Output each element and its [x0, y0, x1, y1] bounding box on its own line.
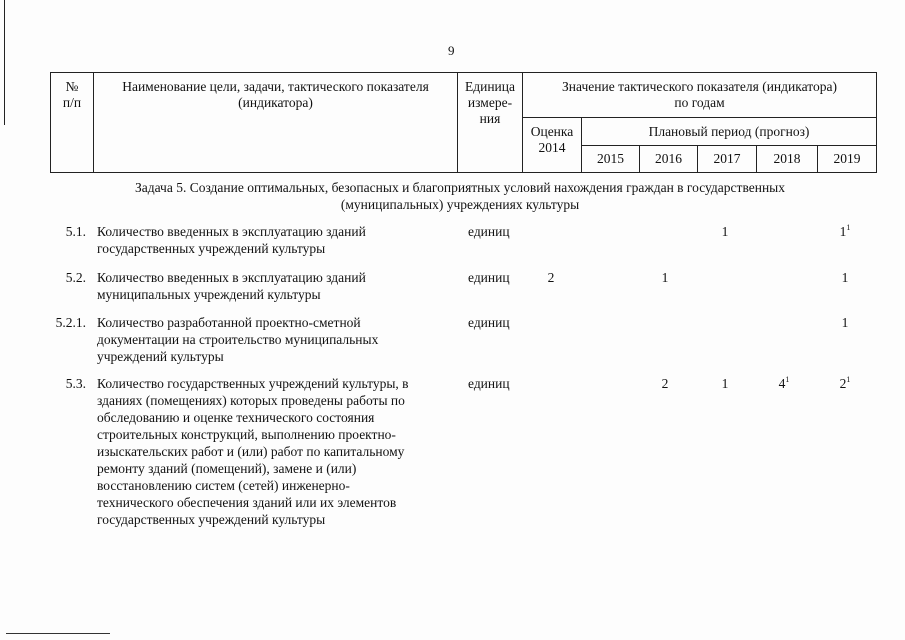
value-2017: 1 — [721, 376, 729, 391]
header-number-line2: п/п — [62, 95, 82, 110]
value-number: 1 — [839, 224, 847, 239]
header-number-cell — [51, 73, 94, 173]
row-unit: единиц — [468, 224, 510, 239]
row-name-line: Количество государственных учреждений культуры, в — [97, 376, 409, 391]
row-name-line: Количество введенных в эксплуатацию зданий — [97, 270, 366, 285]
header-estimate-line2: 2014 — [538, 140, 566, 155]
row-number: 5.2. — [65, 270, 86, 285]
task-title-line1: Задача 5. Создание оптимальных, безопасных и благоприятных условий нахождения граждан в государственных — [134, 180, 785, 195]
table-header — [50, 72, 877, 173]
header-plan-period: Плановый период (прогноз) — [582, 118, 877, 146]
row-unit: единиц — [468, 315, 510, 330]
header-estimate-line1: Оценка — [530, 124, 574, 139]
value-2016: 1 — [661, 270, 669, 285]
value-2019: 1 — [841, 315, 849, 330]
row-name-line: технического обеспечения зданий или их элементов — [97, 495, 397, 510]
footnote-mark: 1 — [846, 223, 851, 232]
row-number: 5.1. — [65, 224, 86, 239]
row-name-line: восстановлению систем (сетей) инженерно- — [97, 478, 350, 493]
footnote-mark: 1 — [846, 375, 851, 384]
header-value-cell — [523, 73, 877, 118]
row-name-line: государственных учреждений культуры — [97, 241, 326, 256]
row-name-line: изыскательских работ и (или) работ по капитальному — [97, 444, 405, 459]
value-number: 4 — [778, 376, 786, 391]
footnote-separator-line — [6, 633, 110, 634]
value-2017: 1 — [721, 224, 729, 239]
header-estimate-cell — [523, 118, 582, 173]
header-value-line1: Значение тактического показателя (индикатора) — [562, 79, 837, 94]
row-unit: единиц — [468, 270, 510, 285]
value-2019: 1 — [841, 270, 849, 285]
page-number: 9 — [448, 43, 455, 58]
header-number-line1: № — [65, 79, 79, 94]
header-name-line1: Наименование цели, задачи, тактического показателя — [122, 79, 429, 94]
task-title — [90, 179, 830, 213]
header-unit-line3: ния — [479, 111, 501, 126]
header-year-2017: 2017 — [698, 146, 757, 173]
row-name-line: Количество введенных в эксплуатацию зданий — [97, 224, 366, 239]
row-name-line: ремонту зданий (помещений), замене и (или) — [97, 461, 357, 476]
value-2019 — [816, 375, 874, 392]
row-number: 5.2.1. — [55, 315, 86, 330]
value-2016: 2 — [661, 376, 669, 391]
row-name-line: строительных конструкций, выполнению проектно- — [97, 427, 396, 442]
header-name-line2: (индикатора) — [238, 95, 313, 110]
header-name-cell — [94, 73, 458, 173]
row-number: 5.3. — [65, 376, 86, 391]
header-year-2018: 2018 — [757, 146, 818, 173]
header-year-2016: 2016 — [640, 146, 698, 173]
value-2018 — [755, 375, 813, 392]
header-year-2019: 2019 — [818, 146, 877, 173]
header-year-2015: 2015 — [582, 146, 640, 173]
row-indicator-name — [97, 375, 459, 528]
task-title-line2: (муниципальных) учреждениях культуры — [340, 197, 580, 212]
row-name-line: Количество разработанной проектно-сметной — [97, 315, 361, 330]
row-name-line: обследованию и оценке технического состояния — [97, 410, 375, 425]
value-2014: 2 — [547, 270, 555, 285]
value-number: 2 — [839, 376, 847, 391]
page-edge-line — [4, 0, 5, 125]
row-unit: единиц — [468, 376, 510, 391]
row-name-line: зданиях (помещениях) которых проведены работы по — [97, 393, 405, 408]
header-unit-line1: Единица — [464, 79, 515, 94]
row-indicator-name — [97, 314, 459, 365]
row-name-line: учреждений культуры — [97, 349, 224, 364]
header-value-line2: по годам — [674, 95, 725, 110]
row-name-line: муниципальных учреждений культуры — [97, 287, 321, 302]
row-name-line: государственных учреждений культуры — [97, 512, 326, 527]
header-unit-cell — [458, 73, 523, 173]
row-indicator-name — [97, 269, 459, 303]
row-name-line: документации на строительство муниципальных — [97, 332, 379, 347]
header-unit-line2: измере- — [467, 95, 513, 110]
value-2019 — [816, 223, 874, 240]
row-indicator-name — [97, 223, 459, 257]
footnote-mark: 1 — [785, 375, 790, 384]
